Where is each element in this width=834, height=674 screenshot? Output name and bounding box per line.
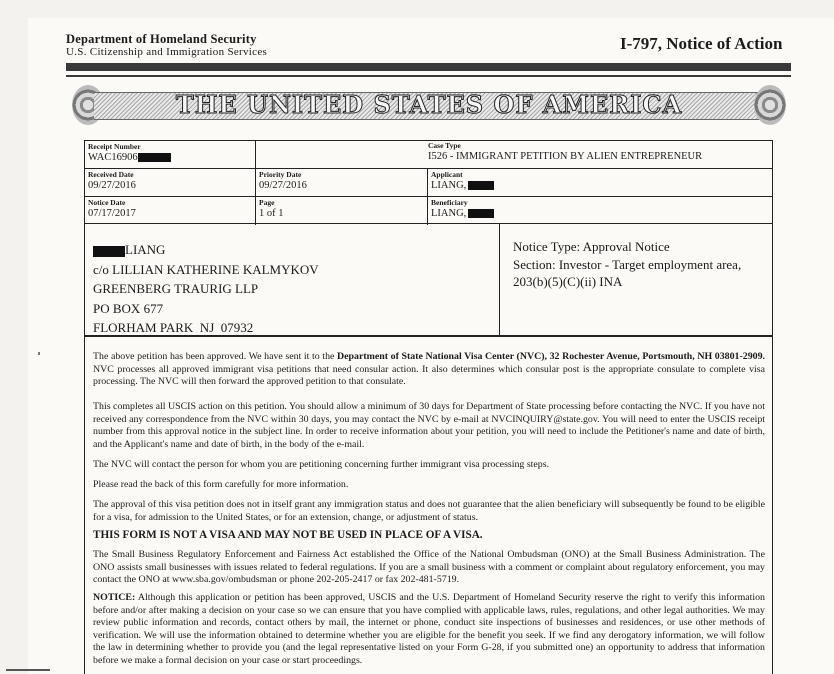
page-cell bbox=[256, 197, 428, 225]
paragraph-text: Although this application or petition has been approved, USCIS and the U.S. Department of Homeland Security reserve the right to verify this information before and/or after making a decision on your case so we can ensure that you have complied with applicable laws, rules, regulations, and other legal authorities. We may review public information and records, contact others by mail, the internet or phone, conduct site inspections of businesses and residences, or use other methods of verification. We will use the information obtained to determine whether you are eligible for the benefit you seek. If we find any derogatory information, we will follow the law in determining whether to provide you (and the legal representative listed on your Form G-28, if you submitted one) an opportunity to address that information before we make a formal decision on your case or start proceedings. bbox=[93, 592, 765, 666]
address-line-1: LIANG bbox=[125, 242, 166, 257]
usa-banner bbox=[72, 81, 786, 129]
redaction-bar bbox=[468, 181, 494, 190]
header-rule-thick bbox=[66, 63, 791, 71]
form-title: I-797, Notice of Action bbox=[620, 34, 783, 53]
department-name: Department of Homeland Security bbox=[66, 32, 257, 46]
paragraph-ombudsman: The Small Business Regulatory Enforcement and Fairness Act established the Office of the National Ombudsman (ONO) at the Small Business Administration. The ONO assists small businesses with issues related to federal regulations. If you are a small business with a comment or complaint about regulatory enforcement, you may contact the ONO at www.sba.gov/ombudsman or phone 202-205-2417 or fax 202-481-5719. bbox=[93, 549, 765, 586]
address-line-2: c/o LILLIAN KATHERINE KALMYKOV bbox=[93, 261, 319, 277]
receipt-number-cell bbox=[85, 141, 256, 169]
priority-date-label: Priority Date bbox=[259, 170, 302, 179]
address-block bbox=[84, 224, 773, 336]
header-rule-thin bbox=[66, 75, 791, 77]
notice-body bbox=[84, 336, 773, 674]
address-line-5: FLORHAM PARK NJ 07932 bbox=[93, 320, 254, 335]
redaction-bar bbox=[93, 246, 125, 257]
notice-section-line-1: Section: Investor - Target employment area, bbox=[513, 256, 742, 272]
applicant-value: LIANG, bbox=[431, 180, 467, 191]
notice-info bbox=[513, 238, 763, 291]
beneficiary-cell bbox=[428, 197, 772, 225]
case-type-cell bbox=[256, 141, 772, 169]
margin-mark bbox=[38, 352, 40, 355]
banner-text: THE UNITED STATES OF AMERICA bbox=[175, 90, 683, 119]
applicant-cell bbox=[428, 169, 772, 197]
address-divider bbox=[499, 224, 500, 336]
notice-date-label: Notice Date bbox=[88, 198, 126, 207]
paragraph-status-disclaimer: The approval of this visa petition does not in itself grant any immigration status and does not guarantee that the alien beneficiary will subsequently be found to be eligible for a visa, for admission to the United States, or for an extension, change, or adjustment of status. bbox=[93, 499, 765, 523]
margin-line bbox=[6, 669, 50, 671]
redaction-bar bbox=[138, 153, 171, 162]
paragraph-notice bbox=[93, 592, 765, 668]
received-date-value: 09/27/2016 bbox=[88, 180, 136, 191]
paragraph-nvc-approval bbox=[93, 351, 765, 389]
notice-date-value: 07/17/2017 bbox=[88, 208, 136, 219]
page-label: Page bbox=[259, 198, 275, 207]
beneficiary-label: Beneficiary bbox=[431, 198, 468, 207]
paragraph-processing: This completes all USCIS action on this petition. You should allow a minimum of 30 days for Department of State processing before contacting the NVC. If you have not received any correspondence from the NVC within 30 days, you may contact the NVC by e-mail at NVCINQUIRY@state.gov. You will need to enter the USCIS receipt number from this approval notice in the subject line. In order to receive information about your petition, you will need to include the Petitioner's name and date of birth, and the Applicant's name and date of birth, in the body of the e-mail. bbox=[93, 401, 765, 450]
receipt-number-value: WAC16906 bbox=[88, 152, 138, 163]
agency-name: U.S. Citizenship and Immigration Services bbox=[66, 46, 268, 58]
page-value: 1 of 1 bbox=[259, 208, 284, 219]
paragraph-text: The above petition has been approved. We have sent it to the bbox=[93, 351, 338, 362]
received-date-label: Received Date bbox=[88, 170, 134, 179]
redaction-bar bbox=[468, 209, 494, 218]
notice-label: NOTICE: bbox=[93, 592, 136, 603]
received-date-cell bbox=[85, 169, 256, 197]
not-a-visa-warning: THIS FORM IS NOT A VISA AND MAY NOT BE USED IN PLACE OF A VISA. bbox=[93, 529, 483, 541]
case-type-label: Case Type bbox=[428, 141, 461, 150]
case-info-grid bbox=[84, 140, 773, 224]
paragraph-nvc-contact: The NVC will contact the person for whom you are petitioning concerning further immigrant visa processing steps. bbox=[93, 459, 550, 470]
paragraph-read-back: Please read the back of this form carefully for more information. bbox=[93, 479, 349, 490]
address-line-4: PO BOX 677 bbox=[93, 300, 164, 316]
applicant-label: Applicant bbox=[431, 170, 463, 179]
notice-date-cell bbox=[85, 197, 256, 225]
mailing-address bbox=[93, 240, 319, 338]
right-ornament-icon bbox=[754, 85, 786, 125]
nvc-address: Department of State National Visa Center (NVC), 32 Rochester Avenue, Portsmouth, NH 03801-2909. bbox=[337, 351, 765, 362]
notice-page bbox=[28, 18, 834, 674]
notice-type: Notice Type: Approval Notice bbox=[513, 239, 670, 254]
paragraph-text: NVC processes all approved immigrant visa petitions that need consular action. It also determines which consular post is the appropriate consulate to complete visa processing. The NVC will then forward the approved petition to that consulate. bbox=[93, 363, 765, 388]
priority-date-cell bbox=[256, 169, 428, 197]
receipt-number-label: Receipt Number bbox=[88, 142, 141, 151]
priority-date-value: 09/27/2016 bbox=[259, 180, 307, 191]
case-type-value: I526 - IMMIGRANT PETITION BY ALIEN ENTREPRENEUR bbox=[428, 151, 703, 162]
address-line-3: GREENBERG TRAURIG LLP bbox=[93, 281, 259, 296]
beneficiary-value: LIANG, bbox=[431, 208, 467, 219]
notice-section-line-2: 203(b)(5)(C)(ii) INA bbox=[513, 274, 623, 289]
